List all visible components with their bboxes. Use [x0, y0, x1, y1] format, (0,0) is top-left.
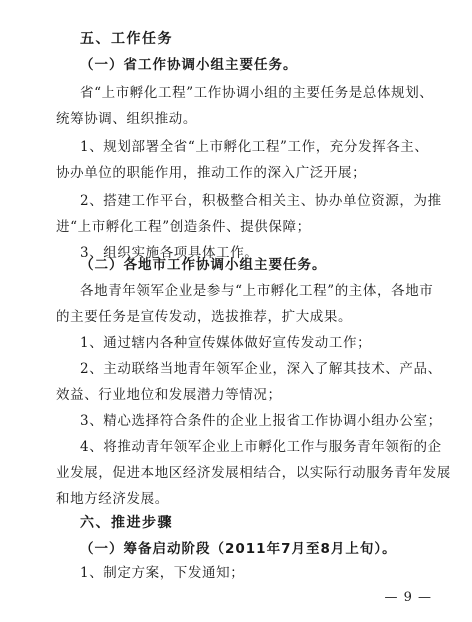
- list-item-line: 效益、行业地位和发展潜力等情况；: [56, 387, 282, 403]
- list-item-line: 业发展，促进本地区经济发展相结合，以实际行动服务青年发展: [56, 465, 451, 481]
- list-item-line: 2、主动联络当地青年领军企业，深入了解其技术、产品、: [80, 361, 442, 377]
- paragraph-line: 各地青年领军企业是参与“上市孵化工程”的主体，各地市: [80, 283, 434, 299]
- list-item-line: 3、精心选择符合条件的企业上报省工作协调小组办公室；: [80, 413, 442, 429]
- list-item-line: 协办单位的职能作用，推动工作的深入广泛开展；: [56, 165, 367, 181]
- list-item-line: 进“上市孵化工程”创造条件、提供保障；: [56, 219, 311, 235]
- paragraph-line: 统筹协调、组织推动。: [56, 111, 197, 127]
- paragraph-line: 的主要任务是宣传发动，选拔推荐，扩大成果。: [56, 309, 353, 325]
- list-item-line: 1、制定方案，下发通知；: [80, 565, 245, 581]
- list-item-line: 和地方经济发展。: [56, 491, 169, 507]
- section-5-heading: 五、工作任务: [80, 31, 173, 47]
- list-item-line: 1、规划部署全省“上市孵化工程”工作，充分发挥各主、: [80, 139, 429, 155]
- list-item-line: 4、将推动青年领军企业上市孵化工作与服务青年领衔的企: [80, 439, 442, 455]
- list-item-line: 1、通过辖内各种宣传媒体做好宣传发动工作；: [80, 335, 372, 351]
- section-5-sub-1-heading: （一）省工作协调小组主要任务。: [80, 57, 298, 73]
- page-number: — 9 —: [384, 590, 432, 605]
- section-5-sub-2-heading: （二）各地市工作协调小组主要任务。: [80, 257, 327, 273]
- list-item-line: 2、搭建工作平台，积极整合相关主、协办单位资源，为推: [80, 193, 442, 209]
- paragraph-line: 省“上市孵化工程”工作协调小组的主要任务是总体规划、: [80, 85, 434, 101]
- section-6-heading: 六、推进步骤: [80, 515, 173, 531]
- section-6-sub-1-heading: （一）筹备启动阶段（2011年7月至8月上旬）。: [80, 541, 397, 557]
- list-item-line: 3、组织实施各项具体工作。: [80, 245, 259, 261]
